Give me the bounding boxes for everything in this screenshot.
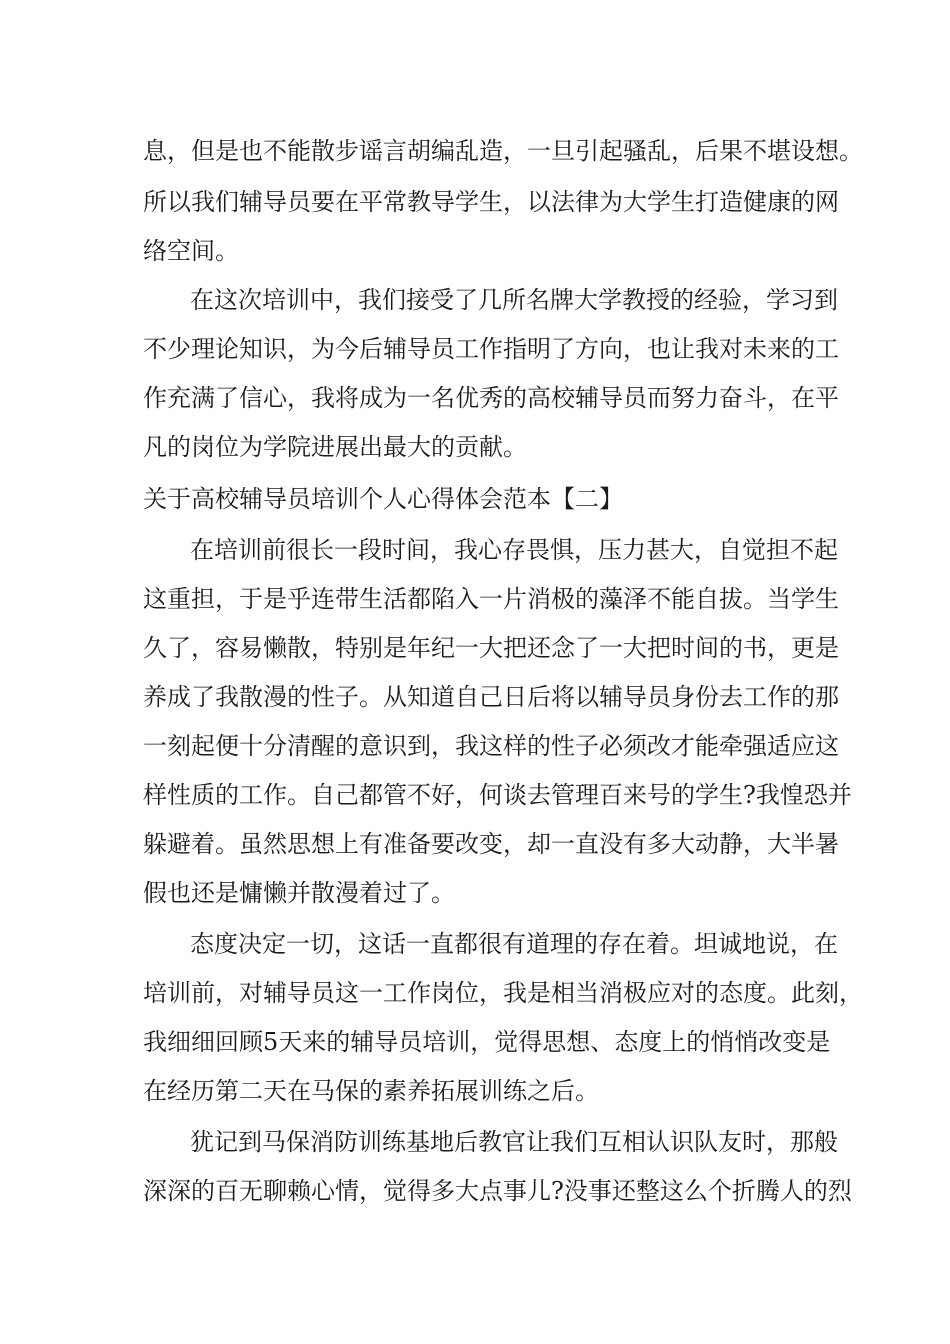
text-line: 养成了我散漫的性子。从知道自己日后将以辅导员身份去工作的那	[143, 683, 839, 711]
text-line: 躲避着。虽然思想上有准备要改变，却一直没有多大动静，大半暑	[143, 830, 839, 858]
text-line: 作充满了信心，我将成为一名优秀的高校辅导员而努力奋斗，在平	[143, 384, 839, 412]
text-line: 培训前，对辅导员这一工作岗位，我是相当消极应对的态度。此刻，	[143, 979, 863, 1007]
text-line: 久了，容易懒散，特别是年纪一大把还念了一大把时间的书，更是	[143, 634, 839, 662]
text-line: 这重担，于是乎连带生活都陷入一片消极的藻泽不能自拔。当学生	[143, 585, 839, 613]
paragraph-first-line: 在这次培训中，我们接受了几所名牌大学教授的经验，学习到	[190, 286, 838, 314]
section-heading: 关于高校辅导员培训个人心得体会范本【二】	[143, 485, 623, 513]
text-line: 不少理论知识，为今后辅导员工作指明了方向，也让我对未来的工	[143, 335, 839, 363]
paragraph-first-line: 态度决定一切，这话一直都很有道理的存在着。坦诚地说，在	[190, 930, 838, 958]
paragraph-first-line: 犹记到马保消防训练基地后教官让我们互相认识队友时，那般	[190, 1128, 838, 1156]
text-line: 络空间。	[143, 237, 239, 265]
text-line: 样性质的工作。自己都管不好，何谈去管理百来号的学生?我惶恐并	[143, 781, 852, 809]
text-line: 在经历第二天在马保的素养拓展训练之后。	[143, 1077, 599, 1105]
text-line: 所以我们辅导员要在平常教导学生，以法律为大学生打造健康的网	[143, 188, 839, 216]
text-line: 我细细回顾5天来的辅导员培训，觉得思想、态度上的悄悄改变是	[143, 1028, 831, 1056]
paragraph-first-line: 在培训前很长一段时间，我心存畏惧，压力甚大，自觉担不起	[190, 536, 838, 564]
text-line: 假也还是慵懒并散漫着过了。	[143, 879, 455, 907]
text-line: 息，但是也不能散步谣言胡编乱造，一旦引起骚乱，后果不堪设想。	[143, 137, 863, 165]
text-line: 一刻起便十分清醒的意识到，我这样的性子必须改才能牵强适应这	[143, 732, 839, 760]
text-line: 凡的岗位为学院进展出最大的贡献。	[143, 433, 527, 461]
text-line: 深深的百无聊赖心情，觉得多大点事儿?没事还整这么个折腾人的烈	[143, 1177, 852, 1205]
